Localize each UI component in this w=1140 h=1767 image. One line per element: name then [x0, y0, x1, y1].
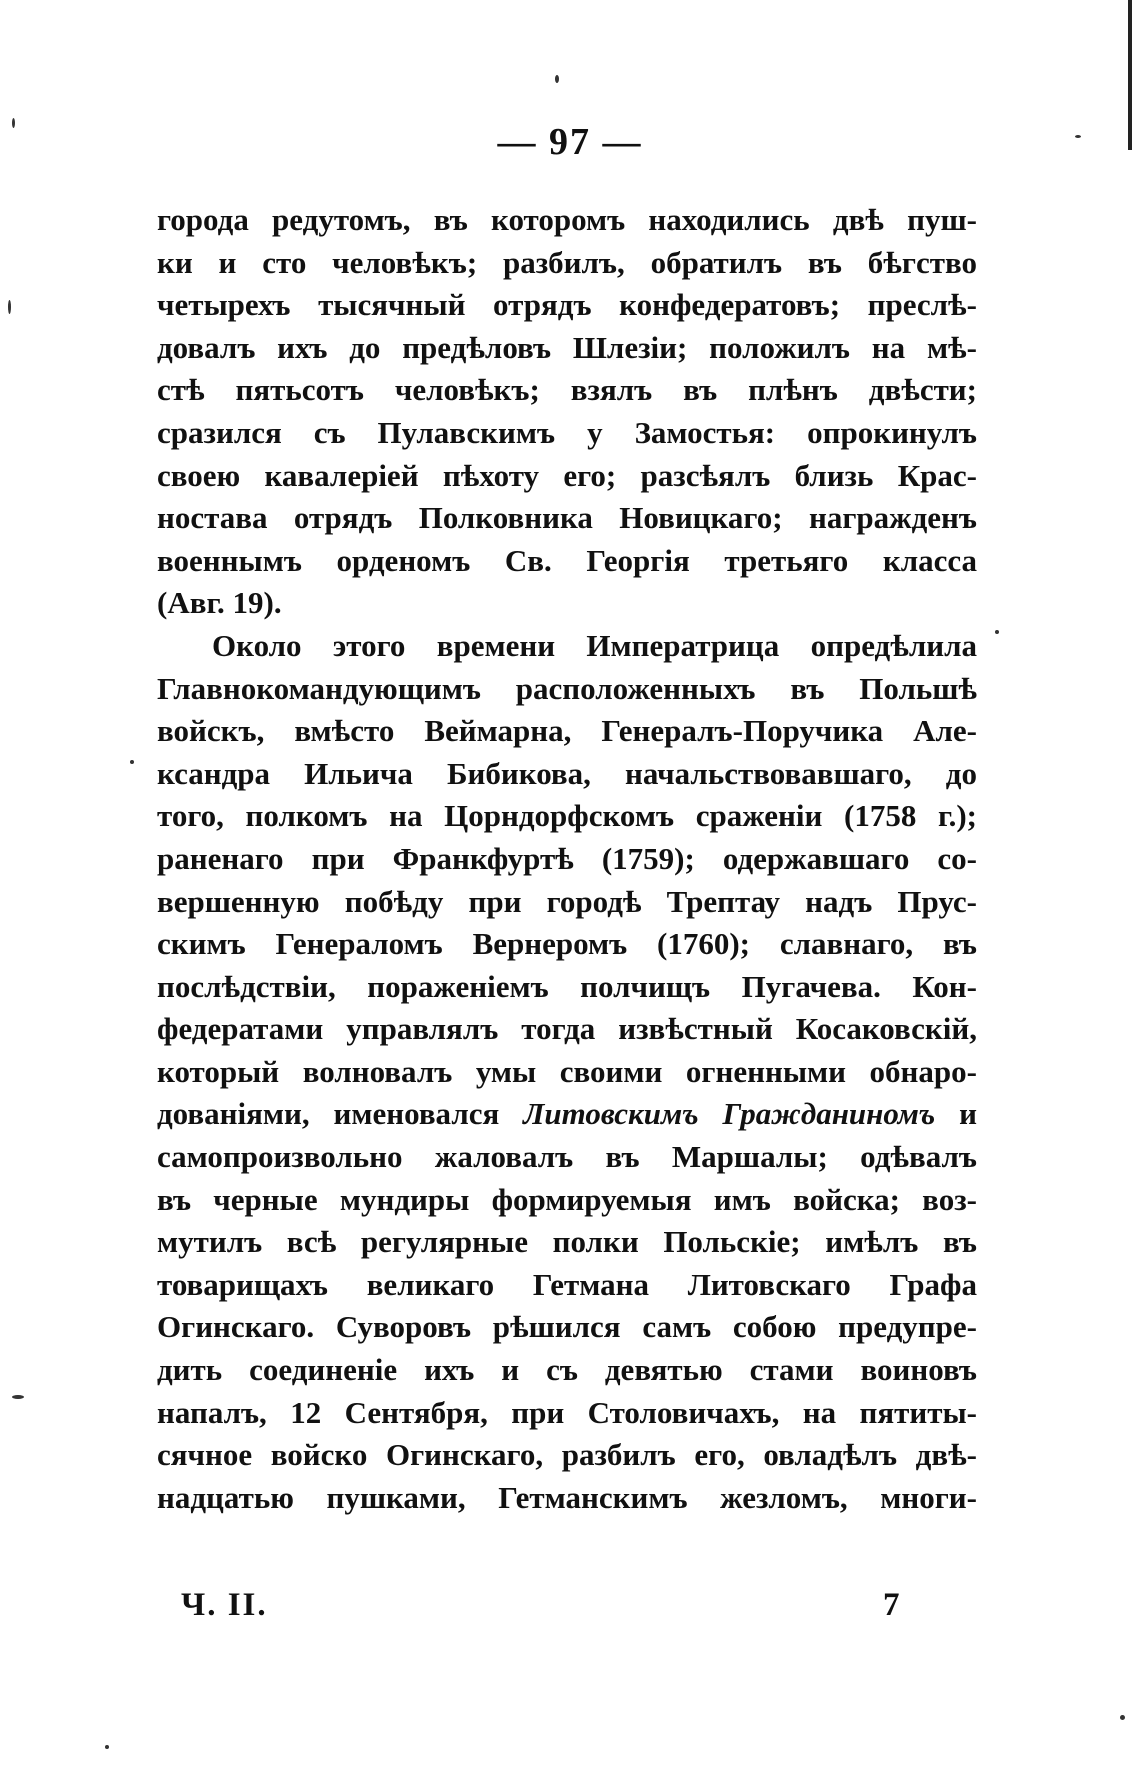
- signature-mark: Ч. II.: [181, 1587, 268, 1623]
- sheet-number: 7: [883, 1587, 900, 1623]
- text-line: Главнокомандующимъ расположенныхъ въ Польшѣ: [157, 670, 977, 706]
- text-line: Около этого времени Императрица опредѣлила: [212, 627, 977, 663]
- text-line: раненаго при Франкфуртѣ (1759); одержавшаго со-: [157, 840, 977, 876]
- text-line: самопроизвольно жаловалъ въ Маршалы; одѣвалъ: [157, 1139, 977, 1175]
- scan-speck: [12, 1395, 24, 1399]
- text-line: послѣдствіи, пораженіемъ полчищъ Пугачева. Кон-: [157, 968, 977, 1004]
- scan-speck: [8, 300, 11, 314]
- text-line: ксандра Ильича Бибикова, начальствовавшаго, до: [157, 755, 977, 791]
- text-line: города редутомъ, въ которомъ находились двѣ пуш-: [157, 202, 977, 237]
- body-text: [157, 199, 977, 1519]
- text-line: военнымъ орденомъ Св. Георгія третьяго класса: [157, 542, 977, 578]
- scan-speck: [105, 1745, 109, 1749]
- text-line: Огинскаго. Суворовъ рѣшился самъ собою предупре-: [157, 1309, 977, 1345]
- text-line: вершенную побѣду при городѣ Трептау надъ Прус-: [157, 883, 977, 919]
- text-line: напалъ, 12 Сентября, при Столовичахъ, на пятиты-: [157, 1394, 977, 1430]
- text-line: четырехъ тысячный отрядъ конфедератовъ; преслѣ-: [157, 287, 977, 323]
- text-line: войскъ, вмѣсто Веймарна, Генералъ-Поручика Але-: [157, 713, 977, 749]
- scan-edge-line: [1128, 0, 1132, 150]
- text-line: ки и сто человѣкъ; разбилъ, обратилъ въ бѣгство: [157, 244, 977, 280]
- text-line: довалъ ихъ до предѣловъ Шлезіи; положилъ на мѣ-: [157, 329, 977, 365]
- scan-speck: [995, 630, 999, 634]
- scan-speck: [130, 760, 134, 764]
- page-footer: [157, 1587, 977, 1631]
- text-line-with-italic: [157, 1093, 977, 1136]
- text-run: и: [935, 1096, 977, 1132]
- scan-speck: [1120, 1715, 1125, 1720]
- scan-speck: [12, 118, 15, 128]
- text-line: (Авг. 19).: [157, 585, 282, 621]
- text-line: сячное войско Огинскаго, разбилъ его, овладѣлъ двѣ-: [157, 1437, 977, 1473]
- page-number: — 97 —: [497, 121, 643, 163]
- text-line: своею кавалеріей пѣхоту его; разсѣялъ близь Крас-: [157, 457, 977, 493]
- text-line: мутилъ всѣ регулярные полки Польскіе; имѣлъ въ: [157, 1224, 977, 1260]
- text-line: дить соединеніе ихъ и съ девятью стами воиновъ: [157, 1352, 977, 1388]
- paragraph-2: [157, 625, 977, 1519]
- text-line: скимъ Генераломъ Вернеромъ (1760); славнаго, въ: [157, 926, 977, 962]
- text-line: сразился съ Пулавскимъ у Замостья: опрокинулъ: [157, 414, 977, 450]
- text-line: который волновалъ умы своими огненными обнаро-: [157, 1053, 977, 1089]
- paragraph-1: [157, 199, 977, 625]
- text-line: товарищахъ великаго Гетмана Литовскаго Графа: [157, 1266, 977, 1302]
- text-line: въ черные мундиры формируемыя имъ войска; воз-: [157, 1181, 977, 1217]
- text-line: федератами управлялъ тогда извѣстный Косаковскій,: [157, 1011, 977, 1047]
- scan-speck: [555, 75, 559, 83]
- text-line: того, полкомъ на Цорндорфскомъ сраженіи (1758 г.);: [157, 798, 977, 834]
- text-run: дованіями, именовался: [157, 1096, 524, 1132]
- text-line: стѣ пятьсотъ человѣкъ; взялъ въ плѣнъ двѣсти;: [157, 372, 977, 408]
- text-line: ностава отрядъ Полковника Новицкаго; награжденъ: [157, 500, 977, 536]
- scan-speck: [1075, 135, 1081, 138]
- italic-phrase: Литовскимъ Гражданиномъ: [523, 1096, 936, 1132]
- text-line: надцатью пушками, Гетманскимъ жезломъ, многи-: [157, 1479, 977, 1515]
